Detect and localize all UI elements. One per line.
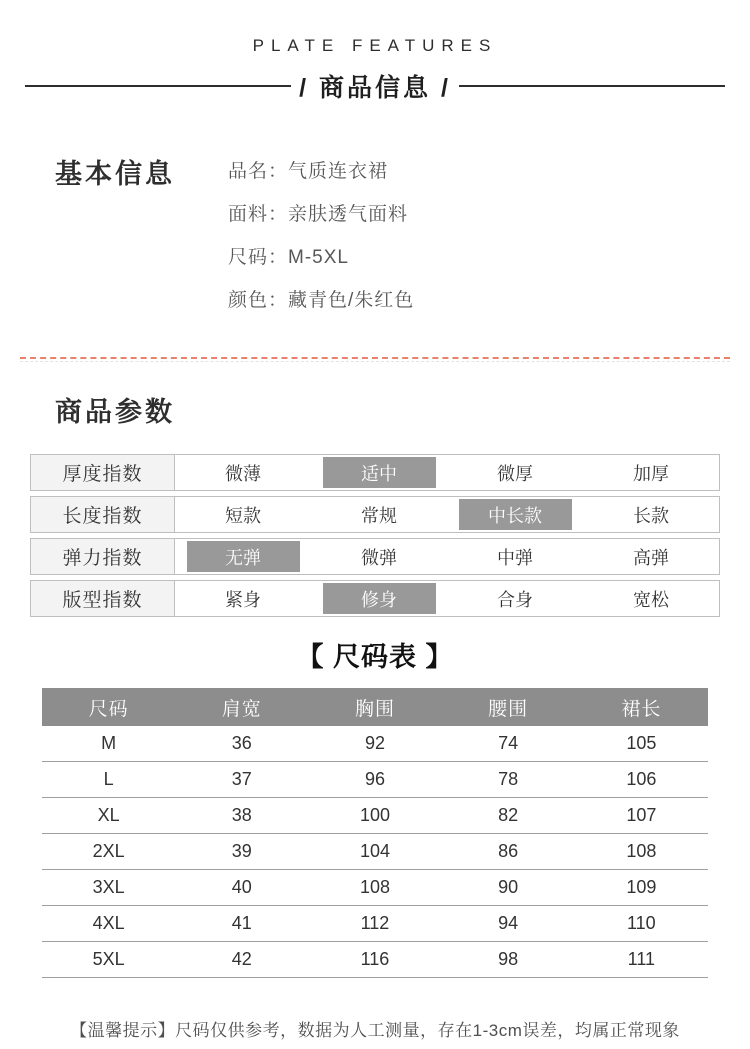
basic-info-list	[228, 159, 414, 313]
param-row	[30, 496, 720, 533]
param-option	[583, 455, 719, 490]
param-option-selected: 中长款	[459, 499, 572, 530]
size-table-row	[42, 762, 708, 798]
basic-info-label: 面料：	[228, 204, 289, 225]
dashed-divider	[20, 357, 730, 362]
param-option	[447, 539, 583, 574]
param-option-label: 加厚	[633, 463, 669, 484]
size-chart-heading: 【 尺码表 】	[296, 642, 454, 672]
size-table-header-row	[42, 688, 708, 726]
size-table-cell: 111	[627, 949, 656, 969]
param-option-label: 微弹	[361, 547, 397, 568]
size-table-cell: 90	[498, 877, 519, 897]
size-table-row	[42, 906, 708, 942]
size-table-row	[42, 942, 708, 978]
basic-info-value: 藏青色/朱红色	[288, 290, 415, 311]
param-options	[175, 497, 719, 532]
size-table-header-cell: 胸围	[354, 698, 395, 720]
param-options	[175, 539, 719, 574]
basic-info-row	[228, 245, 414, 270]
size-table-cell: 3XL	[92, 877, 125, 897]
size-table-cell: 78	[498, 769, 519, 789]
size-table-cell: 94	[498, 913, 519, 933]
size-table-cell: 96	[364, 769, 385, 789]
size-table-row	[42, 870, 708, 906]
param-option	[583, 581, 719, 616]
size-table-cell: 82	[498, 805, 519, 825]
basic-info-label: 尺码：	[228, 247, 289, 268]
param-option-label: 宽松	[633, 589, 669, 610]
param-option	[447, 497, 583, 532]
param-option-selected: 修身	[323, 583, 436, 614]
param-option-label: 中弹	[497, 547, 533, 568]
param-options	[175, 581, 719, 616]
size-table-cell: 108	[359, 877, 390, 897]
param-option	[583, 497, 719, 532]
size-table-cell: 39	[231, 841, 252, 861]
param-label: 弹力指数	[31, 539, 175, 574]
size-table-cell: 108	[626, 841, 657, 861]
basic-info-heading: 基本信息	[55, 159, 175, 189]
size-table-cell: XL	[97, 805, 120, 825]
size-table-cell: 104	[359, 841, 390, 861]
param-option	[447, 581, 583, 616]
size-table-cell: 2XL	[92, 841, 125, 861]
size-table-cell: 86	[498, 841, 519, 861]
size-table-row	[42, 798, 708, 834]
size-table-cell: 109	[626, 877, 657, 897]
params-heading: 商品参数	[55, 397, 175, 427]
title-left-line	[25, 85, 291, 87]
param-option-selected: 无弹	[187, 541, 300, 572]
size-table-cell: L	[103, 769, 114, 789]
param-option-label: 高弹	[633, 547, 669, 568]
basic-info-row	[228, 159, 414, 184]
param-option	[311, 539, 447, 574]
section-title-row	[25, 68, 725, 104]
size-table-cell: 110	[626, 913, 656, 933]
size-table-cell: 36	[231, 733, 252, 753]
param-label: 厚度指数	[31, 455, 175, 490]
param-option-label: 紧身	[225, 589, 261, 610]
size-table-cell: 107	[626, 805, 657, 825]
size-table-cell: 41	[231, 913, 252, 933]
param-option	[175, 539, 311, 574]
size-table-cell: 40	[231, 877, 252, 897]
param-option	[583, 539, 719, 574]
param-options	[175, 455, 719, 490]
size-table-row	[42, 726, 708, 762]
basic-info-label: 颜色：	[228, 290, 289, 311]
param-option-label: 短款	[225, 505, 261, 526]
param-row	[30, 580, 720, 617]
section-eyebrow: PLATE FEATURES	[252, 36, 498, 55]
size-table-cell: 92	[364, 733, 385, 753]
basic-info-value: 气质连衣裙	[288, 161, 389, 182]
param-row	[30, 538, 720, 575]
param-option	[311, 581, 447, 616]
size-table-header-cell: 肩宽	[221, 698, 262, 720]
size-table-cell: 37	[231, 769, 252, 789]
param-option-label: 长款	[633, 505, 669, 526]
size-table-cell: 38	[231, 805, 252, 825]
note-text: 【温馨提示】尺码仅供参考，数据为人工测量，存在1-3cm误差，均属正常现象	[70, 1021, 680, 1040]
size-table-cell: 100	[359, 805, 390, 825]
basic-info-value: 亲肤透气面料	[288, 204, 409, 225]
param-label: 长度指数	[31, 497, 175, 532]
basic-info-section	[0, 159, 750, 313]
size-table-cell: 105	[626, 733, 657, 753]
size-table-cell: 74	[498, 733, 519, 753]
size-table-header-cell: 裙长	[621, 698, 662, 720]
page-title: / 商品信息 /	[299, 74, 451, 102]
param-option	[447, 455, 583, 490]
param-option	[175, 455, 311, 490]
param-row	[30, 454, 720, 491]
size-table-header-cell: 尺码	[88, 698, 129, 720]
param-option	[175, 581, 311, 616]
size-chart-table	[42, 688, 708, 978]
size-table-cell: 4XL	[92, 913, 125, 933]
basic-info-value: M-5XL	[288, 247, 349, 268]
param-option	[175, 497, 311, 532]
param-option	[311, 455, 447, 490]
params-table	[30, 454, 720, 617]
basic-info-row	[228, 288, 414, 313]
size-table-cell: 5XL	[92, 949, 125, 969]
size-table-header-cell: 腰围	[488, 698, 529, 720]
param-option-label: 微厚	[497, 463, 533, 484]
param-option	[311, 497, 447, 532]
param-option-selected: 适中	[323, 457, 436, 488]
size-table-row	[42, 834, 708, 870]
size-table-cell: 42	[231, 949, 252, 969]
size-table-cell: 116	[360, 949, 390, 969]
param-option-label: 常规	[361, 505, 397, 526]
basic-info-label: 品名：	[228, 161, 289, 182]
param-option-label: 微薄	[225, 463, 261, 484]
size-table-cell: 98	[498, 949, 519, 969]
basic-info-row	[228, 202, 414, 227]
size-table-cell: M	[101, 733, 117, 753]
size-table-cell: 106	[626, 769, 657, 789]
size-table-cell: 112	[360, 913, 390, 933]
param-option-label: 合身	[497, 589, 533, 610]
param-label: 版型指数	[31, 581, 175, 616]
title-right-line	[459, 85, 725, 87]
